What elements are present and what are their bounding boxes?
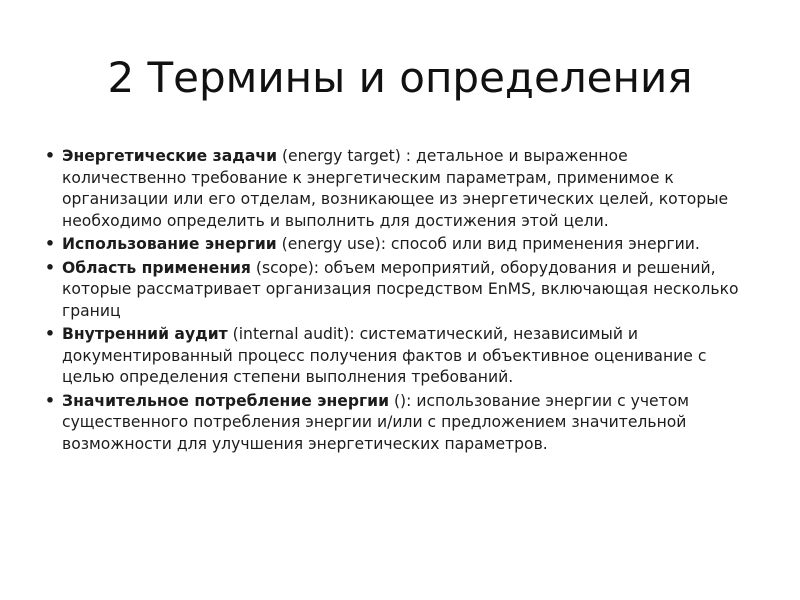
- bullet-icon: •: [45, 235, 55, 253]
- definitions-list: [45, 146, 754, 457]
- list-item: [45, 391, 754, 456]
- term-label: Значительное потребление энергии: [62, 391, 390, 410]
- list-item: [45, 324, 754, 389]
- term-label: Использование энергии: [62, 235, 277, 253]
- list-item: [45, 258, 754, 323]
- slide-title: 2 Термины и определения: [107, 53, 693, 102]
- term-label: Энергетические задачи: [62, 147, 278, 165]
- bullet-icon: •: [45, 258, 55, 277]
- list-item: [45, 234, 754, 256]
- bullet-icon: •: [45, 147, 55, 165]
- definition-text: (internal audit): систематический, независимый и документированный процесс получения фактов и объективное оценивание с целью определения степени выполнения требований.: [62, 325, 707, 386]
- definition-text: (energy target) : детальное и выраженное количественно требование к энергетическим параметрам, применимое к организации или его отделам, возникающее из энергетических целей, которые необходимо определить и выполнить для достижения этой цели.: [62, 147, 729, 230]
- bullet-icon: •: [45, 325, 55, 343]
- list-item: [45, 146, 754, 232]
- term-label: Область применения: [62, 258, 251, 277]
- definition-text: (energy use): способ или вид применения энергии.: [276, 235, 700, 253]
- definition-text: (): использование энергии с учетом существенного потребления энергии и/или с предложением значительной возможности для улучшения энергетических параметров.: [62, 391, 690, 453]
- bullet-icon: •: [45, 391, 55, 410]
- term-label: Внутренний аудит: [62, 325, 228, 343]
- definition-text: (scope): объем мероприятий, оборудования и решений, которые рассматривает организация посредством EnMS, включающая несколько границ: [62, 258, 739, 320]
